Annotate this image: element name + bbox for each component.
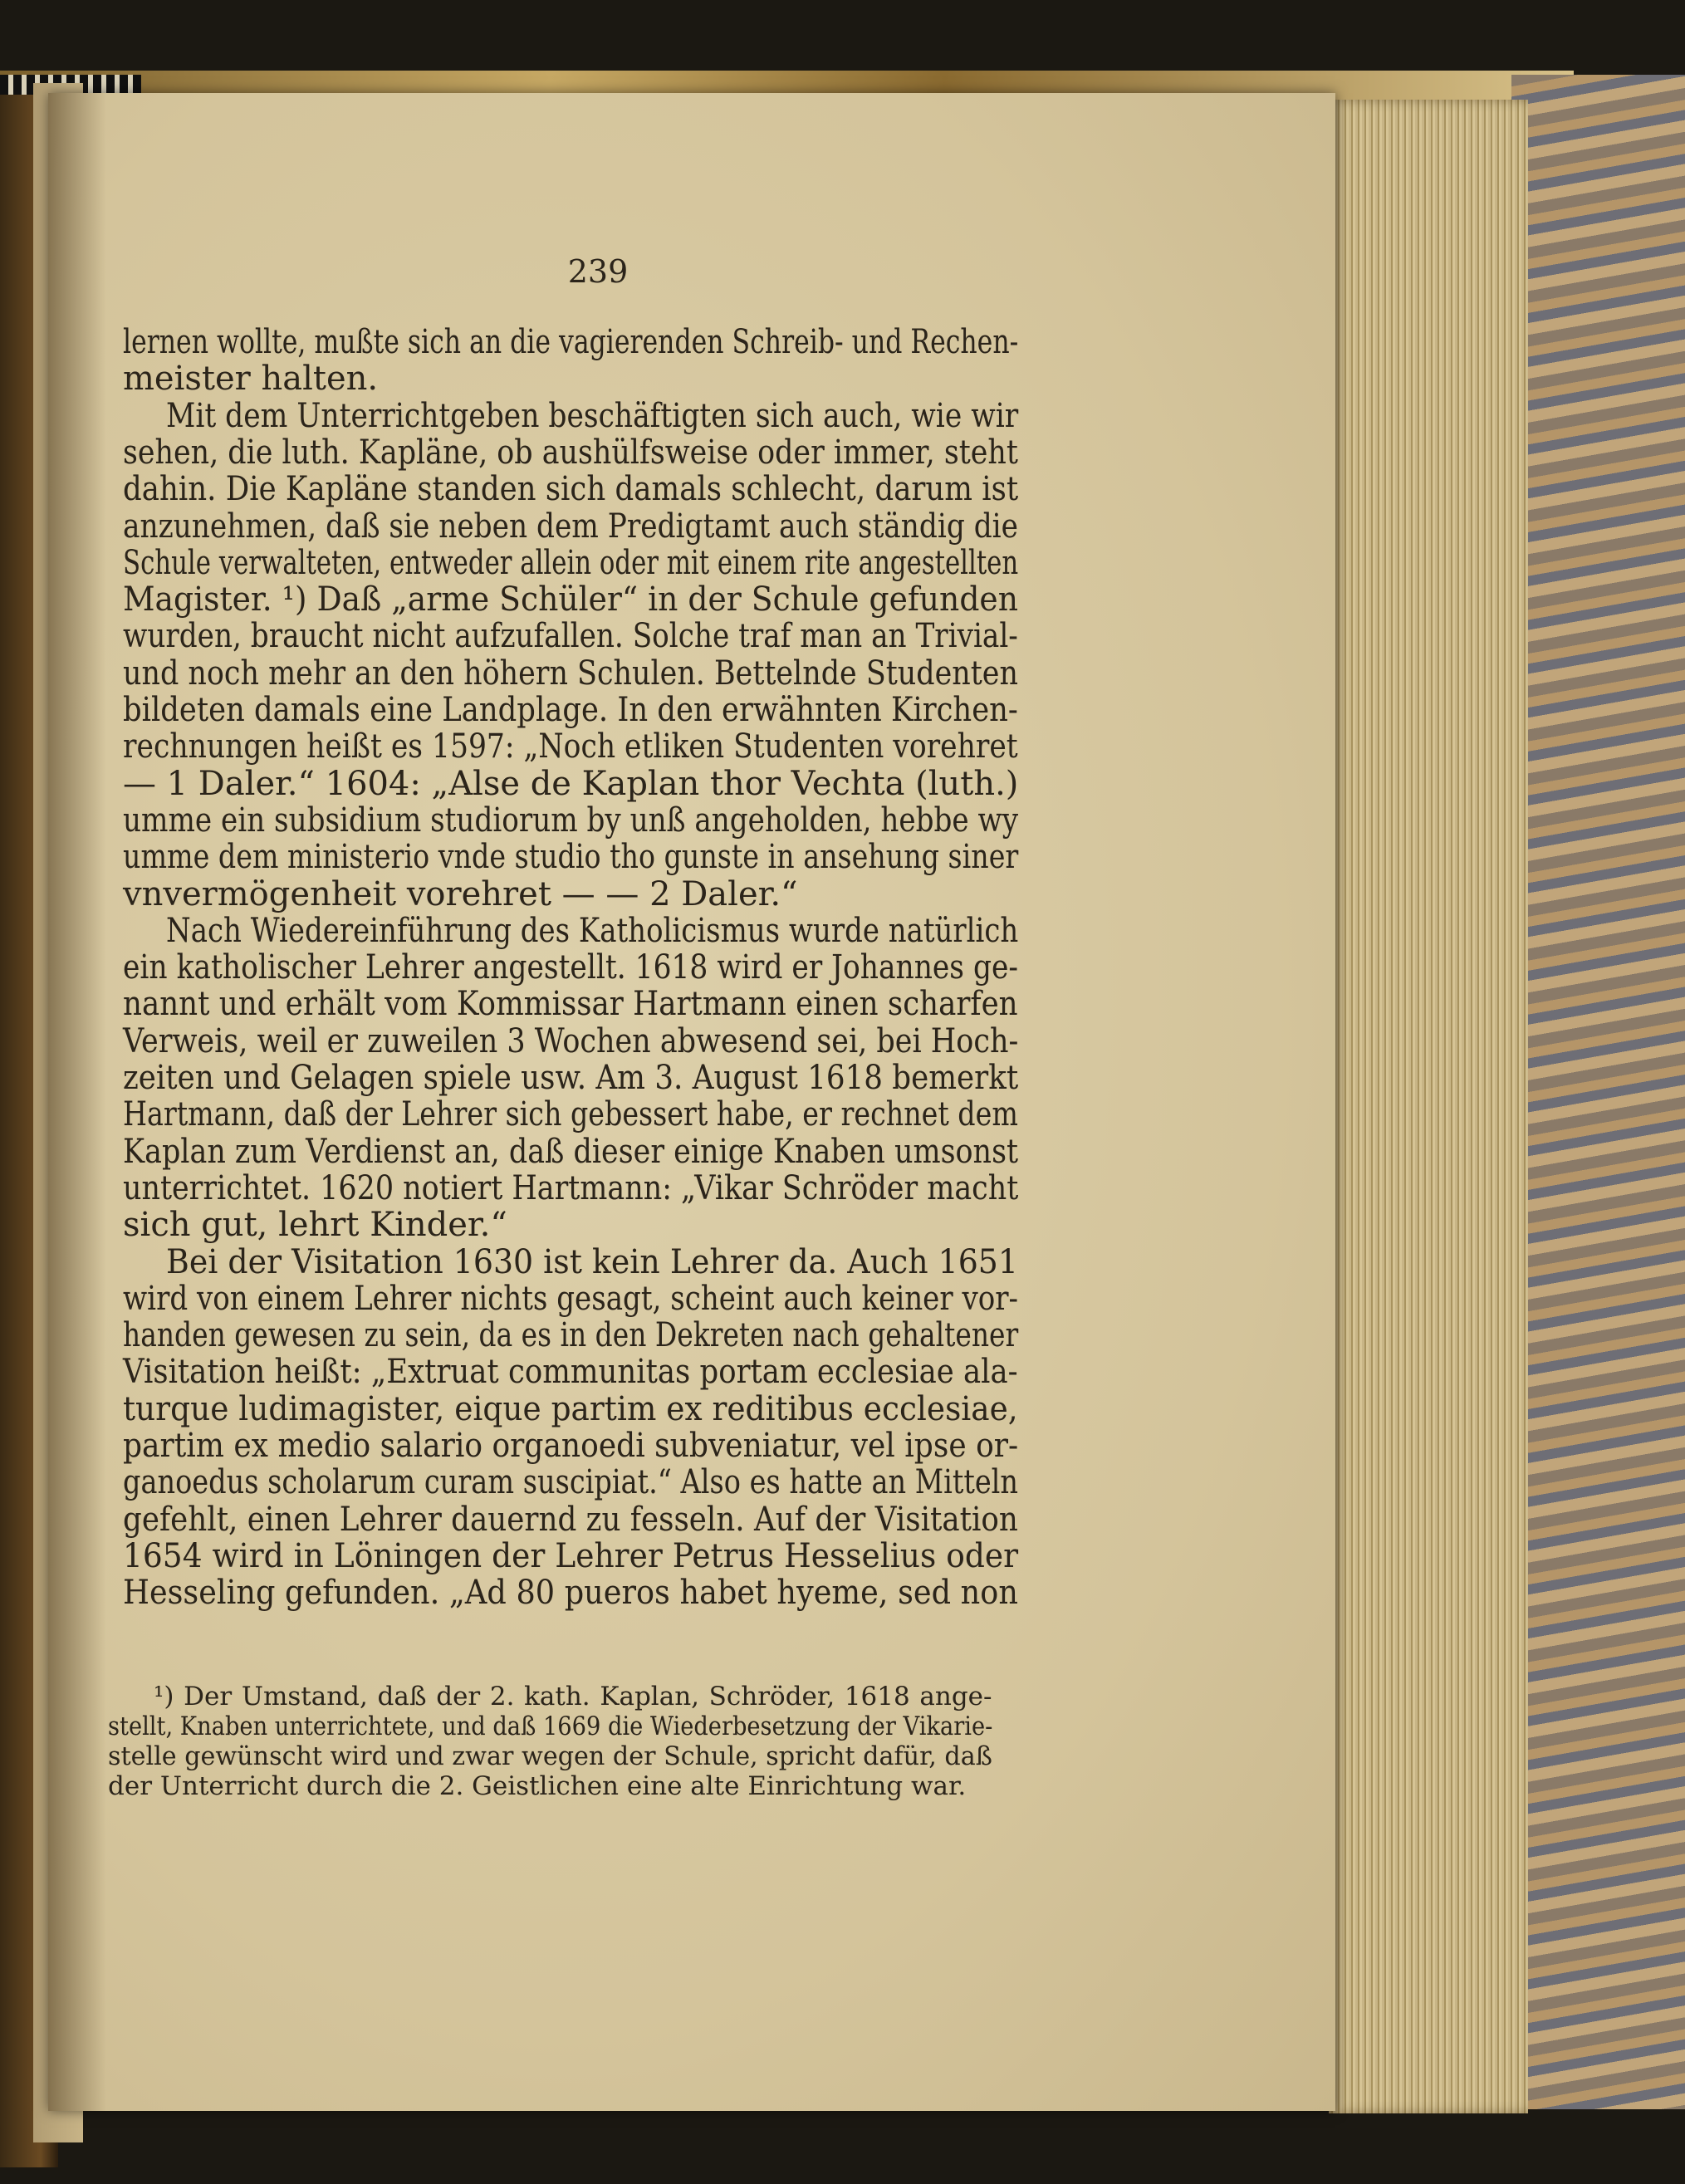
text-line: unterrichtet. 1620 notiert Hartmann: „Vikar Schröder macht: [123, 1168, 1019, 1207]
text-line: nannt und erhält vom Kommissar Hartmann einen scharfen: [123, 985, 1018, 1024]
text-line: vnvermögenheit vorehret — — 2 Daler.“: [123, 874, 798, 913]
page-block-edges: [1329, 100, 1528, 2113]
text-line: Hartmann, daß der Lehrer sich gebessert habe, er rechnet dem: [123, 1095, 1018, 1134]
text-line: sich gut, lehrt Kinder.“: [123, 1206, 507, 1245]
text-line: Visitation heißt: „Extruat communitas portam ecclesiae ala-: [123, 1353, 1018, 1392]
page-gutter-shadow: [48, 93, 106, 2111]
text-line: Nach Wiedereinführung des Katholicismus wurde natürlich: [166, 911, 1019, 950]
text-line: turque ludimagister, eique partim ex reditibus ecclesiae,: [123, 1389, 1018, 1428]
text-line: Bei der Visitation 1630 ist kein Lehrer da. Auch 1651: [166, 1242, 1018, 1281]
text-line: 1654 wird in Löningen der Lehrer Petrus Hesselius oder: [123, 1536, 1019, 1575]
text-line: Verweis, weil er zuweilen 3 Wochen abwesend sei, bei Hoch-: [123, 1021, 1019, 1060]
text-line: Mit dem Unterrichtgeben beschäftigten sich auch, wie wir: [166, 396, 1019, 435]
text-line: sehen, die luth. Kapläne, ob aushülfsweise oder immer, steht: [123, 433, 1018, 472]
text-line: — 1 Daler.“ 1604: „Alse de Kaplan thor Vechta (luth.): [123, 764, 1019, 803]
footnote-line: stelle gewünscht wird und zwar wegen der Schule, spricht dafür, daß: [108, 1741, 992, 1771]
footnote-line: der Unterricht durch die 2. Geistlichen eine alte Einrichtung war.: [108, 1771, 967, 1801]
text-line: handen gewesen zu sein, da es in den Dekreten nach gehaltener: [123, 1316, 1019, 1355]
text-line: rechnungen heißt es 1597: „Noch etliken Studenten vorehret: [123, 727, 1018, 766]
text-line: und noch mehr an den höhern Schulen. Bettelnde Studenten: [123, 654, 1018, 693]
footnote-line: stellt, Knaben unterrichtete, und daß 1669 die Wiederbesetzung der Vikarie-: [108, 1711, 993, 1741]
text-line: bildeten damals eine Landplage. In den erwähnten Kirchen-: [123, 691, 1018, 729]
text-line: lernen wollte, mußte sich an die vagierenden Schreib- und Rechen-: [123, 323, 1019, 361]
footnote-line: ¹) Der Umstand, daß der 2. kath. Kaplan, Schröder, 1618 ange-: [154, 1682, 992, 1711]
text-line: zeiten und Gelagen spiele usw. Am 3. August 1618 bemerkt: [123, 1059, 1019, 1097]
text-line: wird von einem Lehrer nichts gesagt, scheint auch keiner vor-: [123, 1279, 1019, 1318]
text-line: umme ein subsidium studiorum by unß angeholden, hebbe wy: [123, 801, 1019, 840]
text-line: Kaplan zum Verdienst an, daß dieser einige Knaben umsonst: [123, 1132, 1019, 1171]
text-line: umme dem ministerio vnde studio tho gunste in ansehung siner: [123, 838, 1019, 877]
text-line: dahin. Die Kapläne standen sich damals schlecht, darum ist: [123, 470, 1019, 509]
text-line: ganoedus scholarum curam suscipiat.“ Also es hatte an Mitteln: [123, 1463, 1019, 1502]
text-line: ein katholischer Lehrer angestellt. 1618 wird er Johannes ge-: [123, 948, 1019, 987]
text-line: Schule verwalteten, entweder allein oder mit einem rite angestellten: [123, 543, 1019, 582]
text-line: Hesseling gefunden. „Ad 80 pueros habet hyeme, sed non: [123, 1574, 1018, 1613]
text-line: meister halten.: [123, 360, 379, 399]
text-line: wurden, braucht nicht aufzufallen. Solche traf man an Trivial-: [123, 617, 1018, 656]
text-line: partim ex medio salario organoedi subveniatur, vel ipse or-: [123, 1427, 1019, 1465]
text-line: gefehlt, einen Lehrer dauernd zu fesseln. Auf der Visitation: [123, 1500, 1018, 1539]
page-number: 239: [567, 253, 629, 290]
text-line: anzunehmen, daß sie neben dem Predigtamt auch ständig die: [123, 507, 1018, 546]
text-line: Magister. ¹) Daß „arme Schüler“ in der Schule gefunden: [123, 580, 1018, 619]
marbled-cover-edge: [1511, 75, 1685, 2109]
